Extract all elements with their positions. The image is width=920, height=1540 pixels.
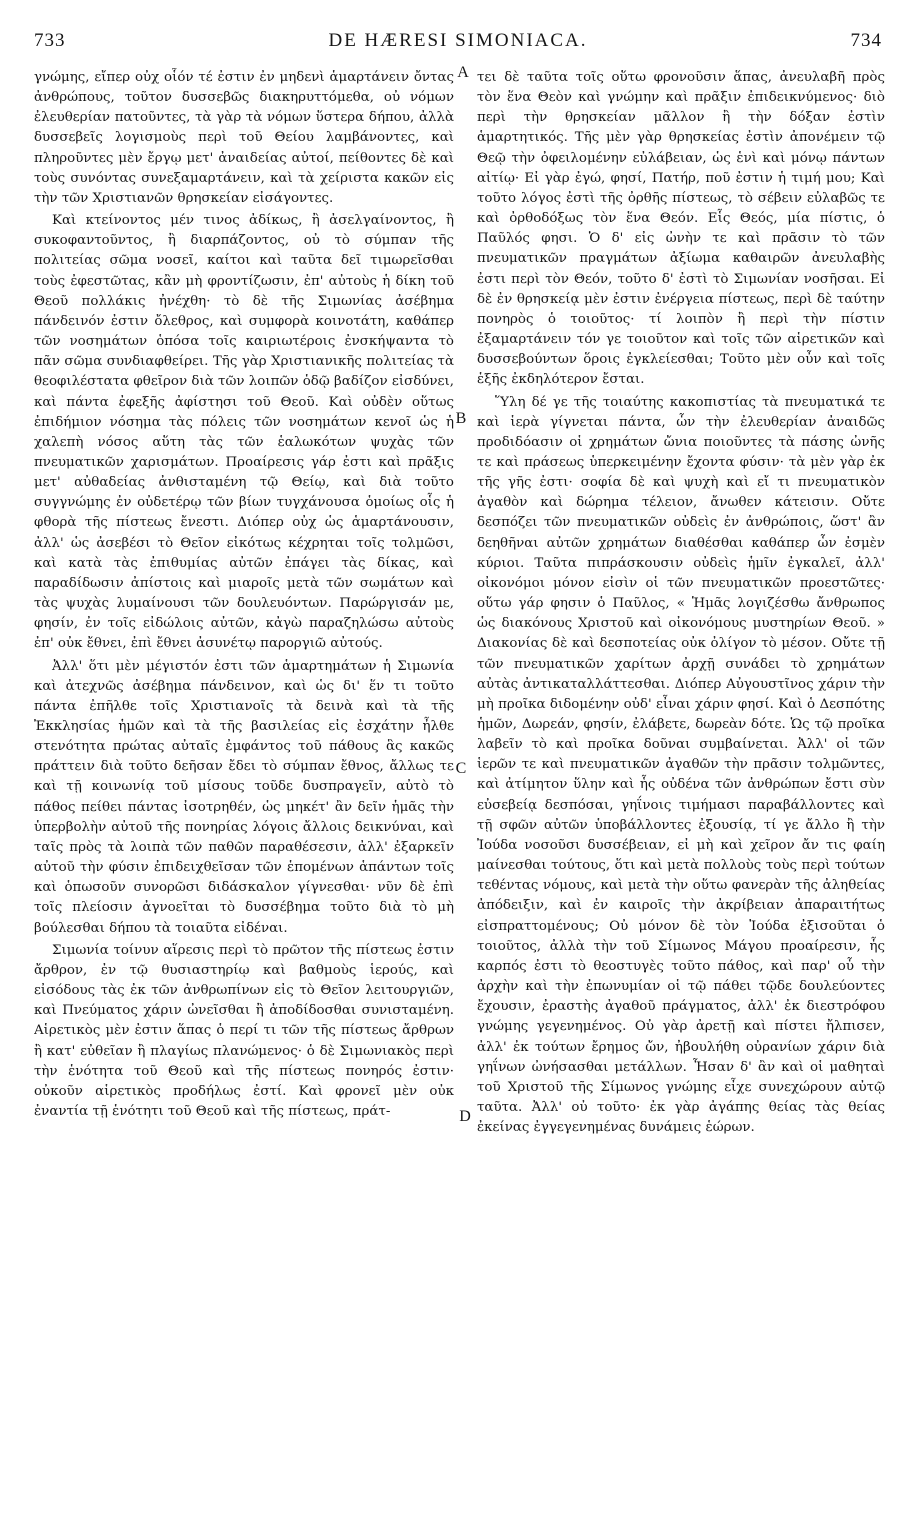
paragraph: Ὕλη δέ γε τῆς τοιαύτης κακοπιστίας τὰ πνευματικά τε καὶ ἱερὰ γίγνεται πάντα, ὧν τὴν ἐλευθερίαν ἀναιδῶς προδιδόασιν οἱ χρημάτων ὤνια ποιοῦντες τὰ πάσης ὠνῆς τε καὶ πράσεως ὑπερκειμένην ἔχοντα φύσιν· τὰ μὲν γὰρ ἐκ τῆς γῆς ἐστι· σοφία δὲ καὶ ψυχὴ καὶ εἴ τι πνευματικὸν ἀγαθὸν καὶ δώρημα τέλειον, ἄνωθεν κάτεισιν. Οὔτε δεσπόζει τῶν πνευματικῶν οὐδεὶς ἐν ἀνθρώποις, ὥστ' ἂν δεηθῆναι αὐτῶν χρημάτων διαθέσθαι καθάπερ ὧν ἐσμὲν κύριοι. Ταῦτα πιπράσκουσιν οὐδεὶς ἡμῖν ἐγκαλεῖ, ἀλλ' οἰκονόμοι μόνον εἰσὶν οἱ τῶν πνευματικῶν προεστῶτες· οὕτω γάρ φησιν ὁ Παῦλος, « Ἡμᾶς λογιζέσθω ἄνθρωπος ὡς διακόνους Χριστοῦ καὶ οἰκονόμους μυστηρίων Θεοῦ. » Διακονίας δὲ καὶ δεσποτείας οὐκ ὀλίγον τὸ μέσον. Οὔτε τῇ τῶν πνευματικῶν χαρίτων ἀρχῇ συνάδει τὸ χρημάτων αὐτὰς ἀντικαταλλάττεσθαι. Διόπερ Αὐγουστῖνος χάριν τὴν μὴ προῖκα διδομένην οὐδ' εἶναι χάριν φησί. Καὶ ὁ Δεσπότης ἡμῶν, Δωρεάν, φησίν, ἐλάβετε, δωρεὰν δότε. Ὡς τῷ προῖκα λαβεῖν τὸ καὶ προῖκα δοῦναι συμβαίνεται. Ἀλλ' οἱ τῶν ἱερῶν τε καὶ πνευματικῶν ἀγαθῶν τὴν πρᾶσιν τολμῶντες, καὶ ἀτίμητον ὕλην καὶ ἧς οὐδένα τῶν ἀνθρώπων ἔστι σὺν εὐσεβείᾳ δεσπόσαι, γηΐνοις τιμήμασι παραβάλλοντες καὶ τῇ σφῶν αὐτῶν ὑποβάλλοντες ἐξουσίᾳ, τί γε ἄλλο ἢ τὴν Ἰούδα νοσοῦσι δυσσέβειαν, εἰ μὴ καὶ χεῖρον ἄν τις φαίη μαίνεσθαι τούτους, ὅτι καὶ μετὰ πολλοὺς τοὺς περὶ τούτων τεθέντας νόμους, καὶ μετὰ τὴν οὕτω φανερὰν τῆς ἀληθείας ἀπόδειξιν, καὶ ἐν καιροῖς τὴν ἀκρίβειαν ἀπαραιτήτως εἰσπραττομένους; Οὐ μόνον δὲ τὸν Ἰούδα ἐξισοῦται ὁ τοιοῦτος, ἀλλὰ τὴν τοῦ Σίμωνος Μάγου προαίρεσιν, ἧς καρπός ἐστι τὸ θεοστυγὲς τοῦτο πάθος, καὶ παρ' οὗ τὴν ἀρχὴν καὶ τὴν ἐπωνυμίαν οἱ τῷ πάθει τῷδε δουλεύοντες ἔχουσιν, ἐραστὴς ἀγαθοῦ πράγματος, ἀλλ' ἐκ διεστρόφου γνώμης γεγενημένος. Οὐ γὰρ ἀρετῇ καὶ πίστει ἤλπισεν, ἀλλ' ἐκ τούτων ἔρημος ὤν, ἠβουλήθη οὐρανίων χάριν διὰ γηΐνων ὠνήσασθαι μετάλλων. Ἦσαν δ' ἂν καὶ οἱ μαθηταὶ τοῦ Χριστοῦ τῆς Σίμωνος γνώμης εἶχε συνεχώρουν αὐτῷ ταῦτα. Ἀλλ' οὐ τοῦτο· ἐκ γὰρ ἀγάπης θείας τὰς θείας ἐκείνας ἐγγεγενημένας δυνάμεις ἑώρων. [477,394,885,1136]
paragraph: Καὶ κτείνοντος μέν τινος ἀδίκως, ἢ ἀσελγαίνοντος, ἢ συκοφαντοῦντος, ἢ διαρπάζοντος, οὐ τὸ σύμπαν τῆς πολιτείας σῶμα νοσεῖ, καίτοι καὶ ταῦτα δεῖ τιμωρεῖσθαι τοὺς ἐφεστῶτας, κἂν μὴ φροντίζωσιν, ἐπ' αὐτοὺς ἡ δίκη τοῦ Θεοῦ πολλάκις ἠνέχθη· τὸ δὲ τῆς Σιμωνίας ἀσέβημα πάνδεινόν ἐστιν ὄλεθρος, καὶ συμφορὰ κοινοτάτη, καθάπερ τῶν νοσημάτων ὁπόσα τοῖς καιριωτέροις ἐνσκήψαντα τὸ πᾶν σῶμα συνδιαφθείρει. Τῆς γὰρ Χριστιανικῆς πολιτείας τὰ θεοφιλέστατα φθεῖρον διὰ τῶν λοιπῶν ὁδῷ βαδίζον εἰσδύνει, καὶ πάντα ἐφεξῆς ἀφίστησι τοῦ Θεοῦ. Καὶ οὐδὲν οὕτως ἐπιδήμιον νόσημα τὰς πόλεις τῶν νοσημάτων κενοῖ ὡς ἡ χαλεπὴ νόσος αὕτη τὰς τῶν ἑαλωκότων ψυχὰς τῶν πνευματικῶν χαρισμάτων. Προαίρεσις γάρ ἐστι καὶ πρᾶξις μετ' αὐθαδείας ἀνθισταμένη τῷ Θείῳ, καὶ διὰ τοῦτο συγγνώμης ἐν οὐδετέρῳ τῶν βίων τυγχάνουσα ὁμοίως οἷς ἡ φθορὰ τῆς πίστεως ἔνεστι. Διόπερ οὐχ ὡς ἁμαρτάνουσιν, ἀλλ' ὡς ἀσεβέσι τὸ Θεῖον εἰκότως κέχρηται τοῖς τολμῶσι, καὶ κατὰ τὰς ἐπιθυμίας αὐτῶν ἐπάγει τὰς δίκας, καὶ παραδίδωσιν ἀπίστοις καὶ μιαροῖς μετὰ τῶν σωμάτων καὶ τὰς ψυχὰς λυμαίνουσι τῶν δουλευόντων. Παρώργισάν με, φησίν, ἐν τοῖς εἰδώλοις αὐτῶν, κἀγὼ παραζηλώσω αὐτοὺς ἐπ' οὐκ ἔθνει, ἐπὶ ἔθνει ἀσυνέτῳ παροργιῶ αὐτούς. [34,213,454,652]
margin-section-letter: A [457,64,469,81]
page-number-right: 734 [850,30,882,51]
paragraph: τει δὲ ταῦτα τοῖς οὕτω φρονοῦσιν ἅπας, ἀνευλαβῆ πρὸς τὸν ἕνα Θεὸν καὶ γνώμην καὶ πρᾶξιν ἐπιδεικνύμενος· διὸ περὶ τὴν θρησκείαν μᾶλλον ἢ τὴν δόξαν ἐστὶν ἁμαρτητικός. Τῆς μὲν γὰρ θρησκείας ἐστὶν ἀπονέμειν τῷ Θεῷ τὴν ὀφειλομένην εὐλάβειαν, ὡς ἑνὶ καὶ μόνῳ πάντων αἰτίῳ· Εἰ γὰρ ἐγώ, φησί, Πατήρ, ποῦ ἐστιν ἡ τιμή μου; Καὶ τοῦτο λόγος ἐστὶ τῆς ὀρθῆς πίστεως, τὸ σέβειν εὐλαβῶς τε καὶ ὀρθοδόξως τὸν ἕνα Θεόν. Εἷς Θεός, μία πίστις, ὁ Παῦλός φησι. Ὁ δ' εἰς ὠνὴν τε καὶ πρᾶσιν τὸ τῶν πνευματικῶν πραγμάτων ἀξίωμα καθαιρῶν ἀνευλαβὴς ἐστι περὶ τὸν Θεόν, τοῦτο δ' ἐστὶ τὸ Σιμωνίαν νοσῆσαι. Εἰ δὲ ἐν θρησκείᾳ μὲν ἐστιν ἐνέργεια πίστεως, περὶ δὲ ταύτην πονηρὸς ὁ τοιοῦτος· τί λοιπὸν ἢ περὶ τὴν πίστιν ἐξαμαρτάνειν τόν γε τοιοῦτον καὶ τοῖς τῶν αἱρετικῶν καὶ δυσσεβούντων ὅροις ἐγκλείεσθαι; Τοῦτο μὲν οὖν καὶ τοῖς ἑξῆς ἐκδηλότερον ἔσται. [477,70,885,388]
running-head [34,30,882,60]
running-title: DE HÆRESI SIMONIACA. [328,30,588,51]
paragraph: Σιμωνία τοίνυν αἵρεσις περὶ τὸ πρῶτον τῆς πίστεως ἐστιν ἄρθρον, ἐν τῷ θυσιαστηρίῳ καὶ βαθμοὺς ἱερούς, καὶ εἰσόδους τὰς ἐκ τῶν ἀνθρωπίνων εἰς τὸ Θεῖον λειτουργιῶν, καὶ Πνεύματος χάριν ὠνεῖσθαι ἢ ἀποδίδοσθαι συνισταμένη. Αἱρετικὸς μὲν ἐστιν ἅπας ὁ περί τι τῶν τῆς πίστεως ἄρθρων ἢ κατ' εὐθεῖαν ἢ πλαγίως πλανώμενος· ὁ δὲ Σιμωνιακὸς περὶ τὴν ἑνότητα τοῦ Θεοῦ καὶ τῆς πίστεως πονηρός ἐστιν· οὐκοῦν αἱρετικὸς προδήλως ἐστί. Καὶ φρονεῖ μὲν οὐκ ἐναντία τῇ ἑνότητι τοῦ Θεοῦ καὶ τῆς πίστεως, πράτ- [34,942,454,1119]
paragraph: Ἀλλ' ὅτι μὲν μέγιστόν ἐστι τῶν ἁμαρτημάτων ἡ Σιμωνία καὶ ἀτεχνῶς ἀσέβημα πάνδεινον, καὶ ὡς δι' ἕν τι τοῦτο πάντα ἐπῆλθε τοῖς Χριστιανοῖς τὰ δεινὰ καὶ τὰ τῆς Ἐκκλησίας ἡμῶν καὶ τὰ τῆς βασιλείας εἰς ἐσχάτην ἦλθε στενότητα πρώτας αὐταῖς ἐμφάντος τοῦ πάθους ἃς κακῶς πράττειν διὰ τοῦτο δεῆσαν ἔδει τὸ σύμπαν ἔθνος, ἄλλως τε καὶ τῇ κοινωνίᾳ τοῦ μίσους τοῦδε δυσπραγεῖν, αὐτὸ τὸ πάθος πείθει πάντας ἰσοτρηθέν, ὡς μηκέτ' ἂν δεῖν ἡμᾶς τὴν ὑπερβολὴν αὐτοῦ τῆς πονηρίας λόγοις ἄλλοις δεικνύναι, καὶ ταῖς πρὸς τὰ λοιπὰ τῶν παθῶν παραθέσεσιν, ἀλλ' ἐξαρκεῖν αὐτοῦ τὴν φύσιν ἐπιδειχθεῖσαν τῶν ἑπομένων ἁπάντων τοῖς καὶ ὁπωσοῦν συνορῶσι διδάσκαλον γίγνεσθαι· νῦν δὲ ἐπὶ τοῖς πλείοσιν ἀγνοεῖται τὸ δυσσέβημα τοῦτο διὰ τὸ μὴ βούλεσθαι δήπου τὰ τοιαῦτα εἰδέναι. [34,658,454,936]
margin-section-letter: D [459,1108,471,1125]
margin-section-letter: B [455,410,467,427]
left-text-column [34,68,454,1528]
right-text-column [477,68,885,1528]
paragraph: γνώμης, εἴπερ οὐχ οἷόν τέ ἐστιν ἐν μηδενὶ ἁμαρτάνειν ὄντας ἀνθρώπους, τοῦτον δυσσεβῶς διακηρυττόμεθα, οὐ νόμων ἐλευθερίαν πατοῦντες, τὰ γὰρ τὰ νόμων ὕστερα δήπου, ἀλλὰ δυσσεβεῖς λογισμοὺς περὶ τοῦ Θείου λαμβάνοντες, καὶ πληροῦντες μὲν ἔργῳ μετ' ἀναιδείας αὐτοί, πείθοντες δὲ καὶ τοὺς συνόντας συνεξαμαρτάνειν, καὶ τὰ χείριστα κακῶν εἰς τὴν τῶν Χριστιανῶν θρησκείαν εἰσάγοντες. [34,70,454,206]
margin-section-letter: C [455,760,467,777]
page-number-left: 733 [34,30,66,51]
